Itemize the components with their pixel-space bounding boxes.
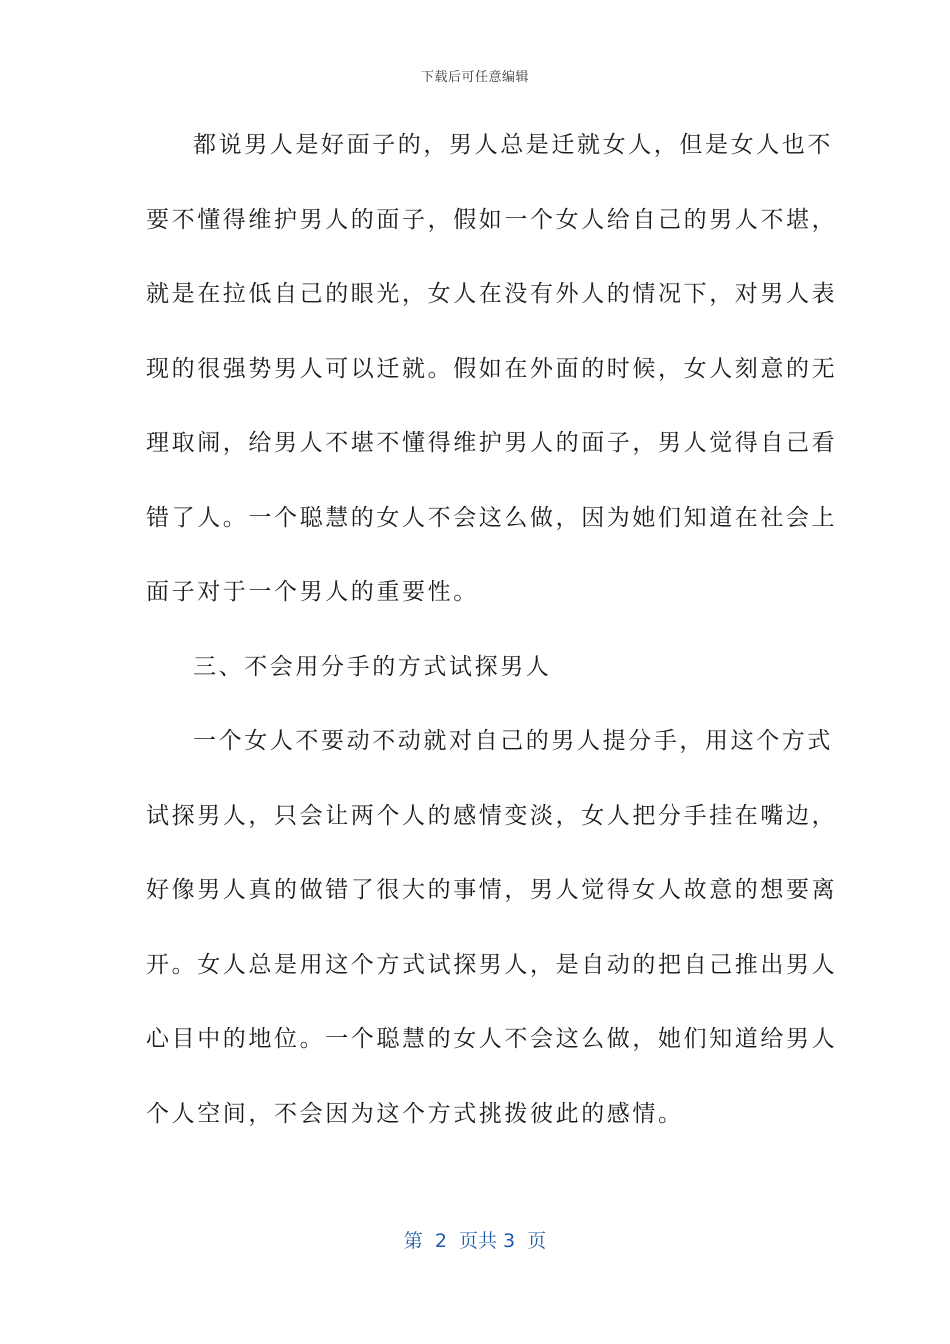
paragraph-1-line-7: 面子对于一个男人的重要性。 <box>146 579 479 605</box>
paragraph-2-line-2: 试探男人，只会让两个人的感情变淡，女人把分手挂在嘴边， <box>146 802 838 829</box>
paragraph-1-line-6: 错了人。一个聪慧的女人不会这么做，因为她们知道在社会上 <box>146 504 838 531</box>
paragraph-1-line-3: 就是在拉低自己的眼光，女人在没有外人的情况下，对男人表 <box>146 281 838 307</box>
paragraph-2-line-6: 个人空间，不会因为这个方式挑拨彼此的感情。 <box>146 1100 684 1127</box>
paragraph-1-line-4: 现的很强势男人可以迁就。假如在外面的时候，女人刻意的无 <box>146 355 838 382</box>
body-text <box>146 122 838 1165</box>
paragraph-2-line-4: 开。女人总是用这个方式试探男人，是自动的把自己推出男人 <box>146 951 838 978</box>
header-note: 下载后可任意编辑 <box>420 70 529 85</box>
paragraph-2-line-3: 好像男人真的做错了很大的事情，男人觉得女人故意的想要离 <box>146 877 838 903</box>
page-indicator: 第 2 页共 3 页 <box>403 1230 547 1252</box>
paragraph-2-line-1: 一个女人不要动不动就对自己的男人提分手，用这个方式 <box>193 728 833 754</box>
paragraph-1-line-5: 理取闹，给男人不堪不懂得维护男人的面子，男人觉得自己看 <box>146 430 838 456</box>
paragraph-1-line-2: 要不懂得维护男人的面子，假如一个女人给自己的男人不堪， <box>146 206 838 233</box>
paragraph-2-line-5: 心目中的地位。一个聪慧的女人不会这么做，她们知道给男人 <box>146 1026 838 1052</box>
section-heading: 三、不会用分手的方式试探男人 <box>193 653 552 680</box>
paragraph-1-line-1: 都说男人是好面子的，男人总是迁就女人，但是女人也不 <box>193 132 833 158</box>
